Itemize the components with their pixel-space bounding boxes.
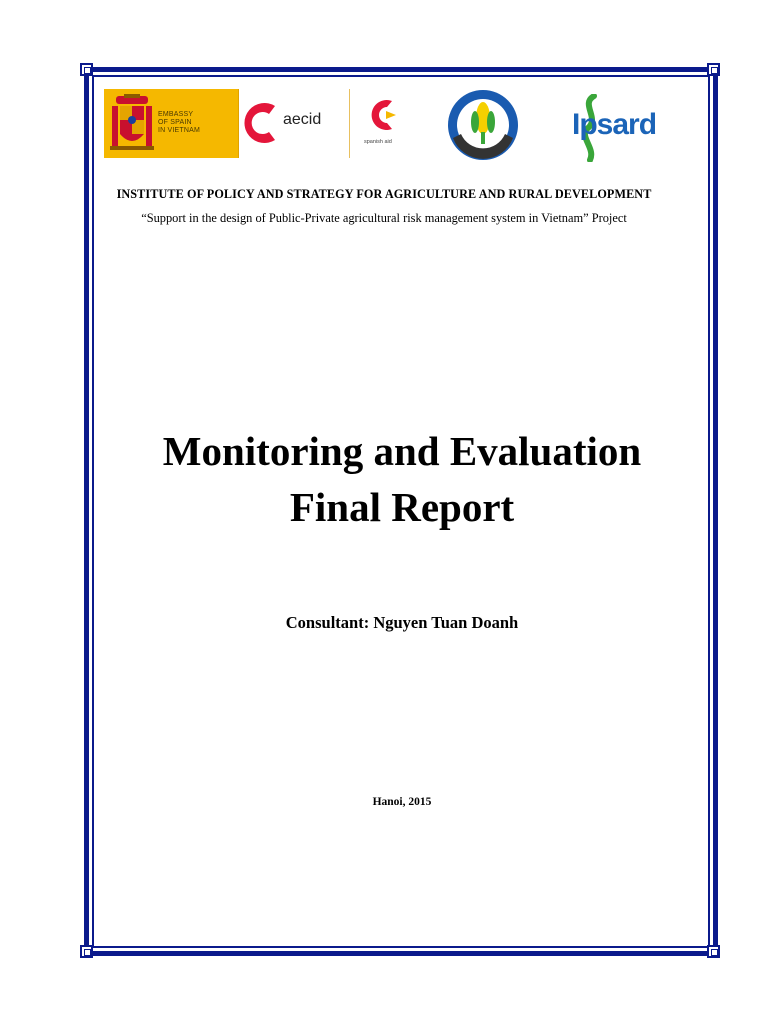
aecid-logo xyxy=(239,89,350,158)
project-name: “Support in the design of Public-Private agricultural risk management system in Vietnam” Project xyxy=(141,211,627,225)
spain-coat-of-arms-icon xyxy=(110,94,154,154)
aecid-c-icon xyxy=(243,98,281,148)
institute-name: INSTITUTE OF POLICY AND STRATEGY FOR AGRICULTURE AND RURAL DEVELOPMENT xyxy=(116,187,652,201)
border-corner-bottom-left xyxy=(80,945,93,958)
report-title-line2: Final Report xyxy=(289,484,515,530)
border-corner-top-left xyxy=(80,63,93,76)
embassy-of-spain-logo xyxy=(104,89,239,158)
place-and-date: Hanoi, 2015 xyxy=(372,796,432,808)
spanish-aid-logo xyxy=(350,89,418,158)
aecid-logo-text: aecid xyxy=(283,111,322,128)
border-corner-top-right xyxy=(707,63,720,76)
border-corner-bottom-right xyxy=(707,945,720,958)
report-title-line1: Monitoring and Evaluation xyxy=(162,428,642,474)
embassy-logo-text: EMBASSY OF SPAIN IN VIETNAM xyxy=(158,111,201,134)
sponsor-logo-strip xyxy=(104,89,418,158)
ministry-rice-emblem-icon xyxy=(441,88,525,162)
ipsard-logo-text: Ipsard xyxy=(572,108,657,141)
spanish-aid-logo-text: spanish aid xyxy=(364,139,392,145)
consultant-name: Consultant: Nguyen Tuan Doanh xyxy=(285,613,519,632)
spanish-aid-icon xyxy=(366,95,398,135)
report-title xyxy=(0,423,768,535)
